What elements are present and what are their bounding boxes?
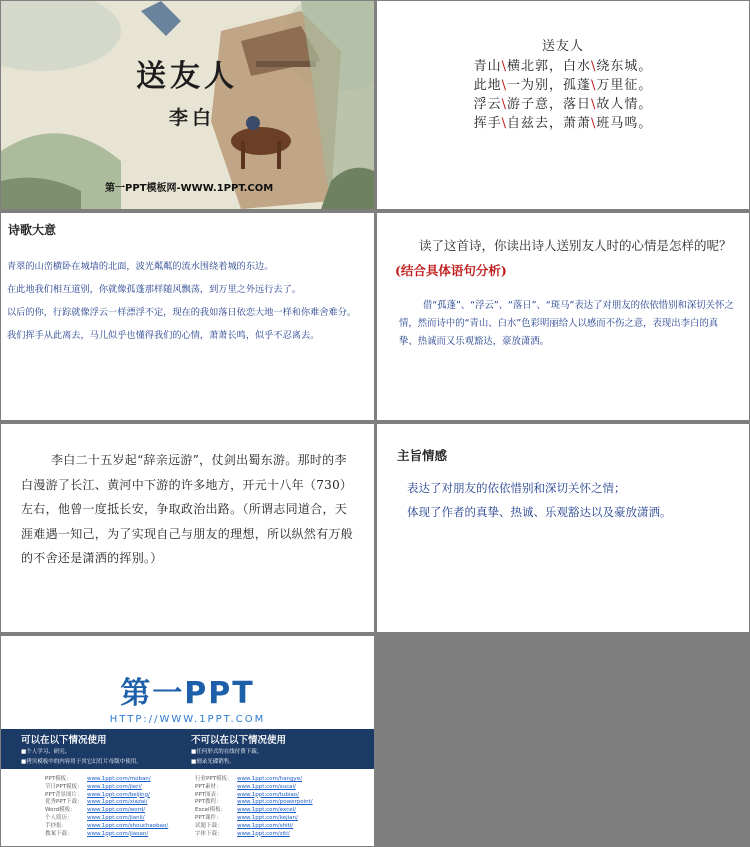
link-url[interactable]: www.1ppt.com/beijing/ — [87, 791, 151, 798]
link-row — [195, 815, 313, 823]
meaning-paragraph: 青翠的山峦横卧在城墙的北面，波光粼粼的流水围绕着城的东边。 — [7, 261, 274, 272]
link-label: 试题下载： — [195, 822, 223, 829]
slide-title[interactable] — [1, 1, 374, 209]
link-row — [195, 807, 313, 815]
link-url[interactable]: www.1ppt.com/jiaoan/ — [87, 830, 149, 837]
cannot-use-title: 不可以在以下情况使用 — [191, 735, 287, 746]
poem-segment: 挥手 — [473, 116, 502, 131]
link-label: 节日PPT模板： — [45, 783, 83, 790]
theme-line: 表达了对朋友的依依惜别和深切关怀之情； — [407, 481, 626, 495]
question-text — [395, 233, 737, 283]
link-row — [45, 815, 168, 823]
poem-segment: 浮云 — [473, 97, 502, 112]
slash-mark: \ — [501, 78, 507, 93]
link-url[interactable]: www.1ppt.com/xiazai/ — [87, 799, 148, 806]
poem-line — [377, 57, 749, 76]
question-main: 读了这首诗，你读出诗人送别友人时的心情是怎样的呢？ — [419, 238, 732, 253]
link-row — [195, 784, 313, 792]
slide-theme[interactable] — [377, 424, 749, 632]
link-row — [45, 784, 168, 792]
meaning-heading: 诗歌大意 — [8, 223, 57, 237]
background-text: 李白二十五岁起“辞亲远游”，仗剑出蜀东游。那时的李白漫游了长江、黄河中下游的许多地方，开元十八年（730）左右，他曾一度抵长安，争取政治出路。（所谓志同道合，天涯难遇一知己，为了实现自己与朋友的理想，所以纵然有万般的不舍还是潇洒的挥别。） — [21, 453, 354, 565]
watermark-text: 第一PPT模板网-WWW.1PPT.COM — [105, 183, 274, 194]
poem-segment: 绕东城。 — [596, 59, 653, 74]
link-url[interactable]: www.1ppt.com/powerpoint/ — [237, 799, 313, 806]
link-url[interactable]: www.1ppt.com/jieri/ — [87, 783, 142, 790]
slide-title-text: 送友人 — [136, 59, 238, 94]
poem-block — [377, 35, 749, 133]
slash-mark: \ — [591, 97, 597, 112]
ppt-logo-text: 第一PPT — [120, 676, 255, 711]
link-row — [45, 807, 168, 815]
cannot-use-item: ■刻录光碟销售。 — [191, 759, 235, 765]
poem-segment: 自兹去，萧萧 — [506, 116, 591, 131]
link-url[interactable]: www.1ppt.com/excel/ — [237, 807, 296, 814]
slash-mark: \ — [501, 116, 507, 131]
poem-segment: 故人情。 — [596, 97, 653, 112]
link-label: 个人简历： — [45, 814, 73, 821]
poem-segment: 班马鸣。 — [596, 116, 653, 131]
link-label: Excel模板： — [195, 807, 227, 814]
link-label: PPT课件： — [195, 814, 222, 821]
link-url[interactable]: www.1ppt.com/moban/ — [87, 776, 151, 782]
theme-line: 体现了作者的真挚、热诚、乐观豁达以及豪放潇洒。 — [407, 505, 672, 519]
link-label: PPT教程： — [195, 799, 222, 806]
poem-line — [377, 95, 749, 114]
link-row — [195, 823, 313, 831]
slide-question[interactable] — [377, 213, 749, 420]
slash-mark: \ — [501, 59, 507, 74]
slash-mark: \ — [591, 116, 597, 131]
link-url[interactable]: www.1ppt.com/sucai/ — [237, 783, 296, 790]
link-label: 字体下载： — [195, 830, 223, 837]
link-url[interactable]: www.1ppt.com/hangye/ — [237, 776, 303, 782]
poem-line — [377, 114, 749, 133]
links-right — [195, 776, 313, 838]
cannot-use-column — [191, 732, 286, 766]
poem-title: 送友人 — [541, 39, 584, 54]
ppt-logo-url: HTTP://WWW.1PPT.COM — [109, 714, 266, 725]
link-label: 教案下载： — [45, 830, 73, 837]
link-row — [45, 776, 168, 784]
slash-mark: \ — [591, 78, 597, 93]
can-use-column — [21, 732, 142, 766]
link-url[interactable]: www.1ppt.com/ziti/ — [237, 830, 290, 837]
link-url[interactable]: www.1ppt.com/word/ — [87, 807, 146, 814]
meaning-paragraph: 在此地我们相互道别，你就像孤蓬那样随风飘荡，到万里之外远行去了。 — [7, 284, 301, 295]
meaning-paragraph: 以后的你，行踪就像浮云一样漂浮不定，现在的我如落日依恋大地一样和你难舍难分。 — [7, 307, 357, 318]
slash-mark: \ — [501, 97, 507, 112]
link-row — [195, 776, 313, 784]
poem-segment: 万里征。 — [596, 78, 653, 93]
slide-author-text: 李白 — [169, 107, 216, 129]
link-label: 手抄报： — [45, 822, 68, 829]
link-label: PPT图表： — [195, 791, 222, 798]
link-url[interactable]: www.1ppt.com/shiti/ — [237, 822, 294, 829]
poem-segment: 游子意，落日 — [506, 97, 591, 112]
can-use-item: ■个人学习、研究。 — [21, 749, 71, 755]
link-label: 优秀PPT下载： — [45, 799, 83, 806]
meaning-body — [7, 259, 370, 351]
link-label: PPT背景图片： — [45, 791, 83, 798]
ppt-logo — [1, 668, 374, 725]
poem-line — [377, 76, 749, 95]
link-label: PPT素材： — [195, 783, 222, 790]
can-use-title: 可以在以下情况使用 — [21, 735, 107, 746]
slide-meaning[interactable] — [1, 213, 374, 420]
theme-heading: 主旨情感 — [397, 448, 448, 463]
link-label: 行业PPT模板： — [195, 776, 233, 782]
link-url[interactable]: www.1ppt.com/tubiao/ — [237, 791, 299, 798]
poem-segment: 一为别，孤蓬 — [506, 78, 591, 93]
slash-mark: \ — [591, 59, 597, 74]
link-row — [45, 823, 168, 831]
usage-banner — [1, 729, 374, 769]
meaning-paragraph: 我们挥手从此离去，马儿似乎也懂得我们的心情，萧萧长鸣，似乎不忍离去。 — [7, 330, 320, 341]
poem-segment: 横北郭，白水 — [506, 59, 591, 74]
link-url[interactable]: www.1ppt.com/jianli/ — [87, 814, 145, 821]
cannot-use-item: ■任何形式的在线付费下载。 — [191, 749, 263, 755]
link-row — [45, 831, 168, 839]
link-row — [195, 831, 313, 839]
poem-segment: 青山 — [473, 59, 502, 74]
can-use-item: ■拷贝模板中的内容用于其它幻灯片母版中使用。 — [21, 759, 142, 765]
link-url[interactable]: www.1ppt.com/kejian/ — [237, 814, 298, 821]
poem-segment: 此地 — [473, 78, 502, 93]
links-left — [45, 776, 168, 838]
answer-text: 借“孤蓬”、“浮云”、“落日”、“斑马”表达了对朋友的依依惜别和深切关怀之情，然而诗中的“青山、白水”色彩明丽给人以感而不伤之意，表现出李白的真挚、热诚而又乐观豁达，豪放潇洒。 — [399, 300, 734, 347]
slide-ppt-ad[interactable] — [1, 636, 374, 846]
question-hint: (结合具体语句分析) — [395, 263, 507, 278]
link-label: Word模板： — [45, 807, 76, 814]
slide-poem[interactable] — [377, 1, 749, 209]
slide-background[interactable] — [1, 424, 374, 632]
link-label: PPT模板： — [45, 776, 72, 782]
link-url[interactable]: www.1ppt.com/shouchaobao/ — [87, 822, 169, 829]
